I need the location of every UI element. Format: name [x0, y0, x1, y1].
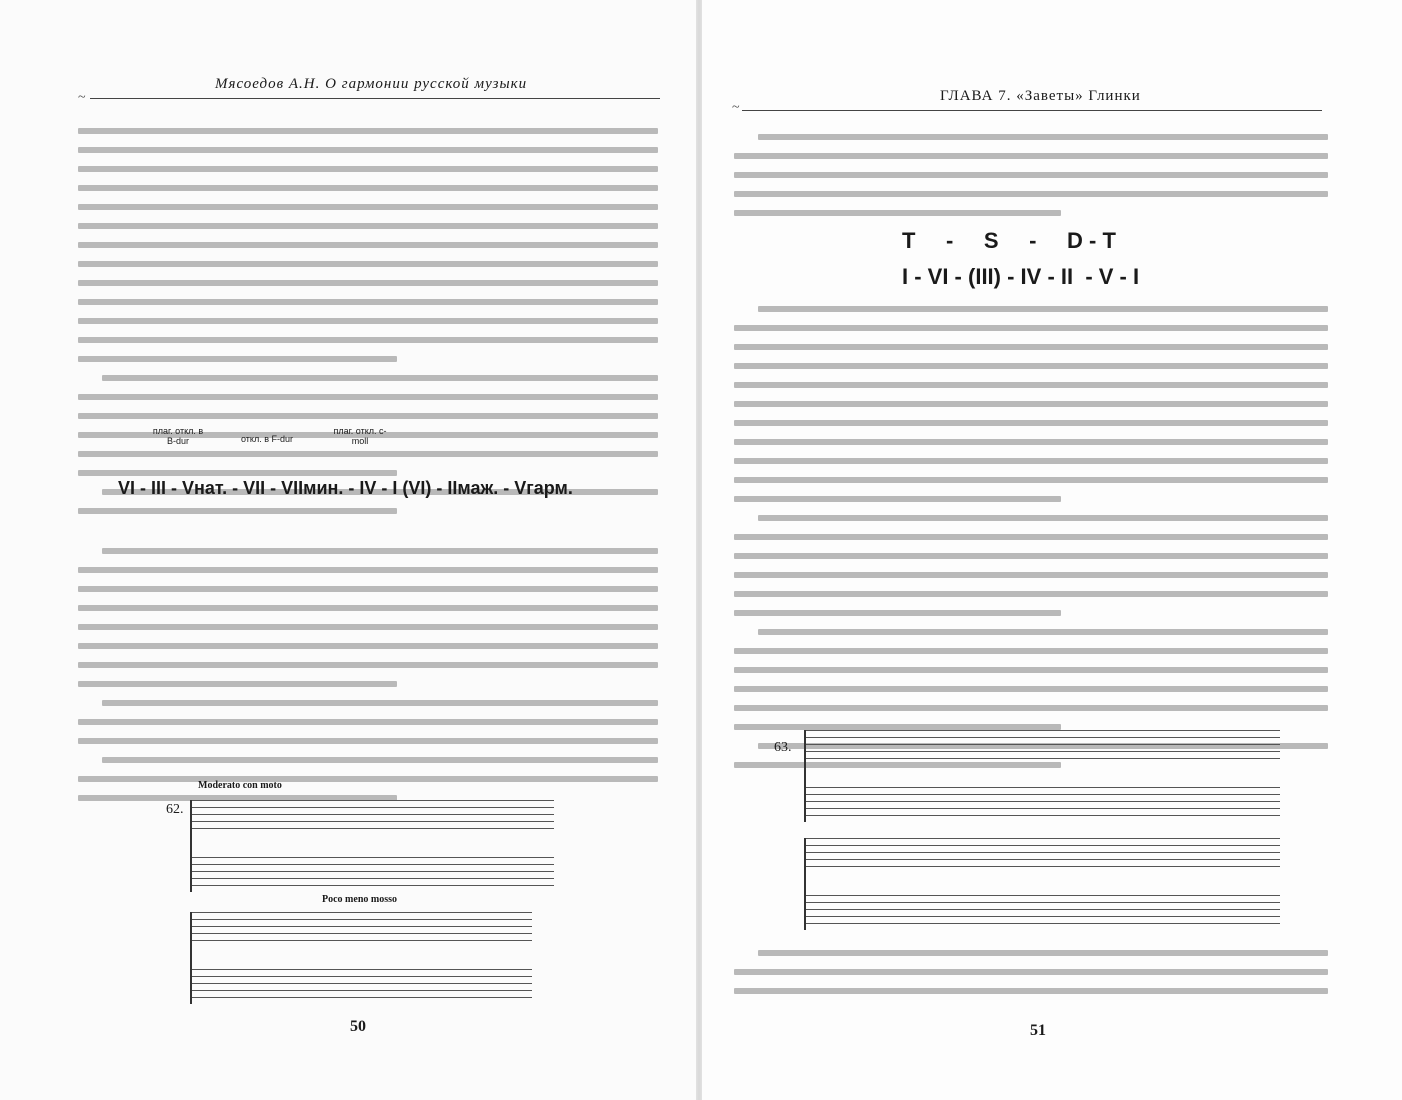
- left-page: [0, 0, 696, 1100]
- cadence-note-3: плаг. откл. c-moll: [333, 426, 387, 446]
- example-62-staff: [190, 800, 554, 892]
- header-ornament-left: ~: [732, 100, 740, 115]
- body-text-top: [78, 128, 658, 527]
- function-scheme-top: T - S - D - T: [902, 228, 1116, 253]
- example-62-tempo: Moderato con moto: [198, 780, 282, 791]
- running-header: Мясоедов А.Н. О гармонии русской музыки: [215, 76, 528, 92]
- body-text-middle: [734, 306, 1328, 781]
- body-text-bottom: [734, 950, 1328, 1007]
- header-ornament-left: ~: [78, 90, 86, 105]
- page-number: 51: [1030, 1022, 1046, 1039]
- cadence-note-1: плаг. откл. в B-dur: [152, 426, 204, 446]
- cadence-note-2: откл. в F-dur: [240, 434, 293, 444]
- example-62b-tempo: Poco meno mosso: [322, 894, 397, 905]
- example-62-number: 62.: [166, 802, 184, 817]
- example-63-staff: [804, 730, 1280, 822]
- running-header: ГЛАВА 7. «Заветы» Глинки: [940, 88, 1141, 104]
- body-text-middle: [78, 548, 658, 814]
- right-page: [702, 0, 1402, 1100]
- header-rule: [742, 110, 1322, 111]
- example-62b-staff: [190, 912, 532, 1004]
- example-63-number: 63.: [774, 740, 792, 755]
- example-63b-staff: [804, 838, 1280, 930]
- function-scheme-bottom: I - VI - (III) - IV - II - V - I: [902, 264, 1140, 289]
- page-number: 50: [350, 1018, 366, 1035]
- cadence-chords: VI - III - Vнат. - VII - VIIмин. - IV - I (VI) - IIмаж. - Vгарм.: [118, 478, 573, 498]
- body-text-top: [734, 134, 1328, 229]
- header-rule: [90, 98, 660, 99]
